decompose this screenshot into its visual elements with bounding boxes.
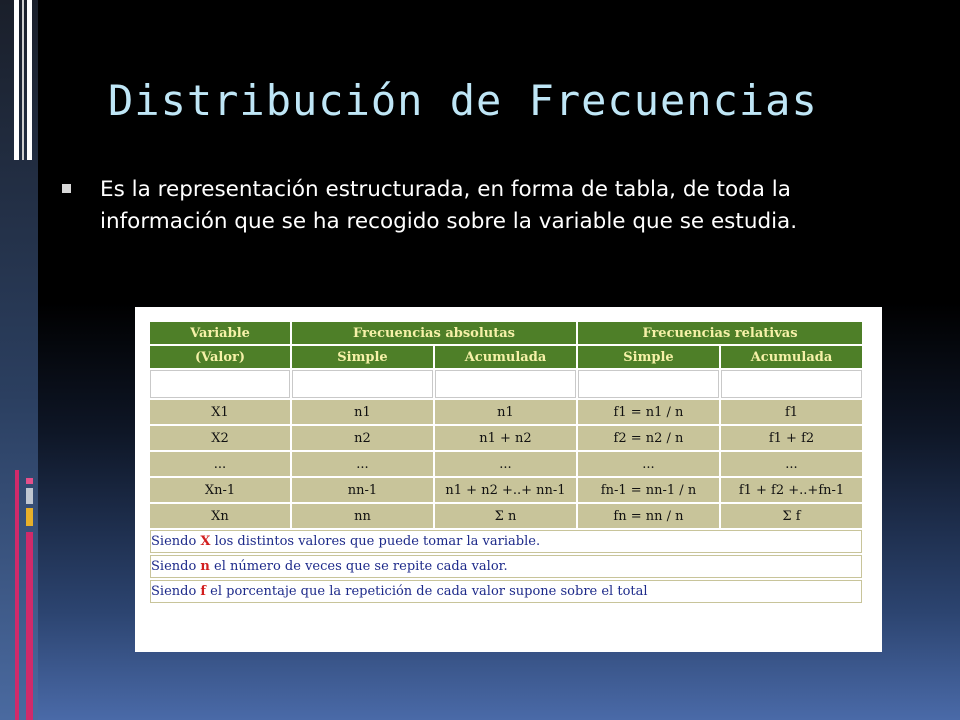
table-cell: ...: [150, 452, 290, 476]
header-abs-acumulada: Acumulada: [435, 346, 576, 368]
table-cell: n1 + n2 +..+ nn-1: [435, 478, 576, 502]
table-cell: X2: [150, 426, 290, 450]
table-row: [150, 426, 862, 450]
blank-cell: [721, 370, 862, 398]
slide-title: Distribución de Frecuencias: [108, 76, 818, 125]
table-cell: ...: [721, 452, 862, 476]
note-symbol: n: [200, 559, 210, 574]
header-frecuencias-absolutas: Frecuencias absolutas: [292, 322, 576, 344]
table-cell: X1: [150, 400, 290, 424]
table-cell: n2: [292, 426, 433, 450]
table-cell: nn: [292, 504, 433, 528]
header-rel-simple: Simple: [578, 346, 719, 368]
note-prefix: Siendo: [151, 534, 201, 549]
table-cell: f1 = n1 / n: [578, 400, 719, 424]
table-header-row-2: [150, 346, 862, 368]
bullet-icon: [62, 184, 71, 193]
table-cell: f1 + f2 +..+fn-1: [721, 478, 862, 502]
frequency-table-figure: [135, 307, 882, 652]
table-cell: Xn-1: [150, 478, 290, 502]
table-cell: fn-1 = nn-1 / n: [578, 478, 719, 502]
table-cell: fn = nn / n: [578, 504, 719, 528]
blank-cell: [578, 370, 719, 398]
table-cell: ...: [292, 452, 433, 476]
decorative-stripes-top: [0, 0, 38, 160]
header-abs-simple: Simple: [292, 346, 433, 368]
table-cell: ...: [435, 452, 576, 476]
table-cell: n1: [292, 400, 433, 424]
table-note-row: [150, 555, 862, 578]
header-valor: (Valor): [150, 346, 290, 368]
note-symbol: f: [200, 584, 207, 599]
blank-cell: [435, 370, 576, 398]
table-cell: nn-1: [292, 478, 433, 502]
table-row: [150, 452, 862, 476]
header-rel-acumulada: Acumulada: [721, 346, 862, 368]
table-row: [150, 504, 862, 528]
header-frecuencias-relativas: Frecuencias relativas: [578, 322, 862, 344]
note-prefix: Siendo: [151, 584, 201, 599]
note-suffix: el porcentaje que la repetición de cada valor supone sobre el total: [206, 584, 648, 599]
table-cell: Σ f: [721, 504, 862, 528]
table-blank-row: [150, 370, 862, 398]
table-cell: n1 + n2: [435, 426, 576, 450]
table-row: [150, 400, 862, 424]
note-n: [150, 555, 862, 578]
table-note-row: [150, 530, 862, 553]
table-cell: f1 + f2: [721, 426, 862, 450]
note-f: [150, 580, 862, 603]
blank-cell: [292, 370, 433, 398]
table-cell: Σ n: [435, 504, 576, 528]
note-prefix: Siendo: [151, 559, 201, 574]
table-row: [150, 478, 862, 502]
table-cell: f1: [721, 400, 862, 424]
note-suffix: el número de veces que se repite cada valor.: [209, 559, 508, 574]
note-suffix: los distintos valores que puede tomar la variable.: [210, 534, 541, 549]
table-cell: n1: [435, 400, 576, 424]
bullet-text: Es la representación estructurada, en forma de tabla, de toda la información que se ha recogido sobre la variable que se estudia.: [100, 177, 798, 234]
decorative-color-marks: [0, 470, 38, 720]
note-x: [150, 530, 862, 553]
table-header-row-1: [150, 322, 862, 344]
blank-cell: [150, 370, 290, 398]
table-cell: Xn: [150, 504, 290, 528]
header-variable: Variable: [150, 322, 290, 344]
table-cell: f2 = n2 / n: [578, 426, 719, 450]
frequency-table: [148, 320, 864, 605]
table-cell: ...: [578, 452, 719, 476]
table-note-row: [150, 580, 862, 603]
note-symbol: X: [200, 534, 211, 549]
